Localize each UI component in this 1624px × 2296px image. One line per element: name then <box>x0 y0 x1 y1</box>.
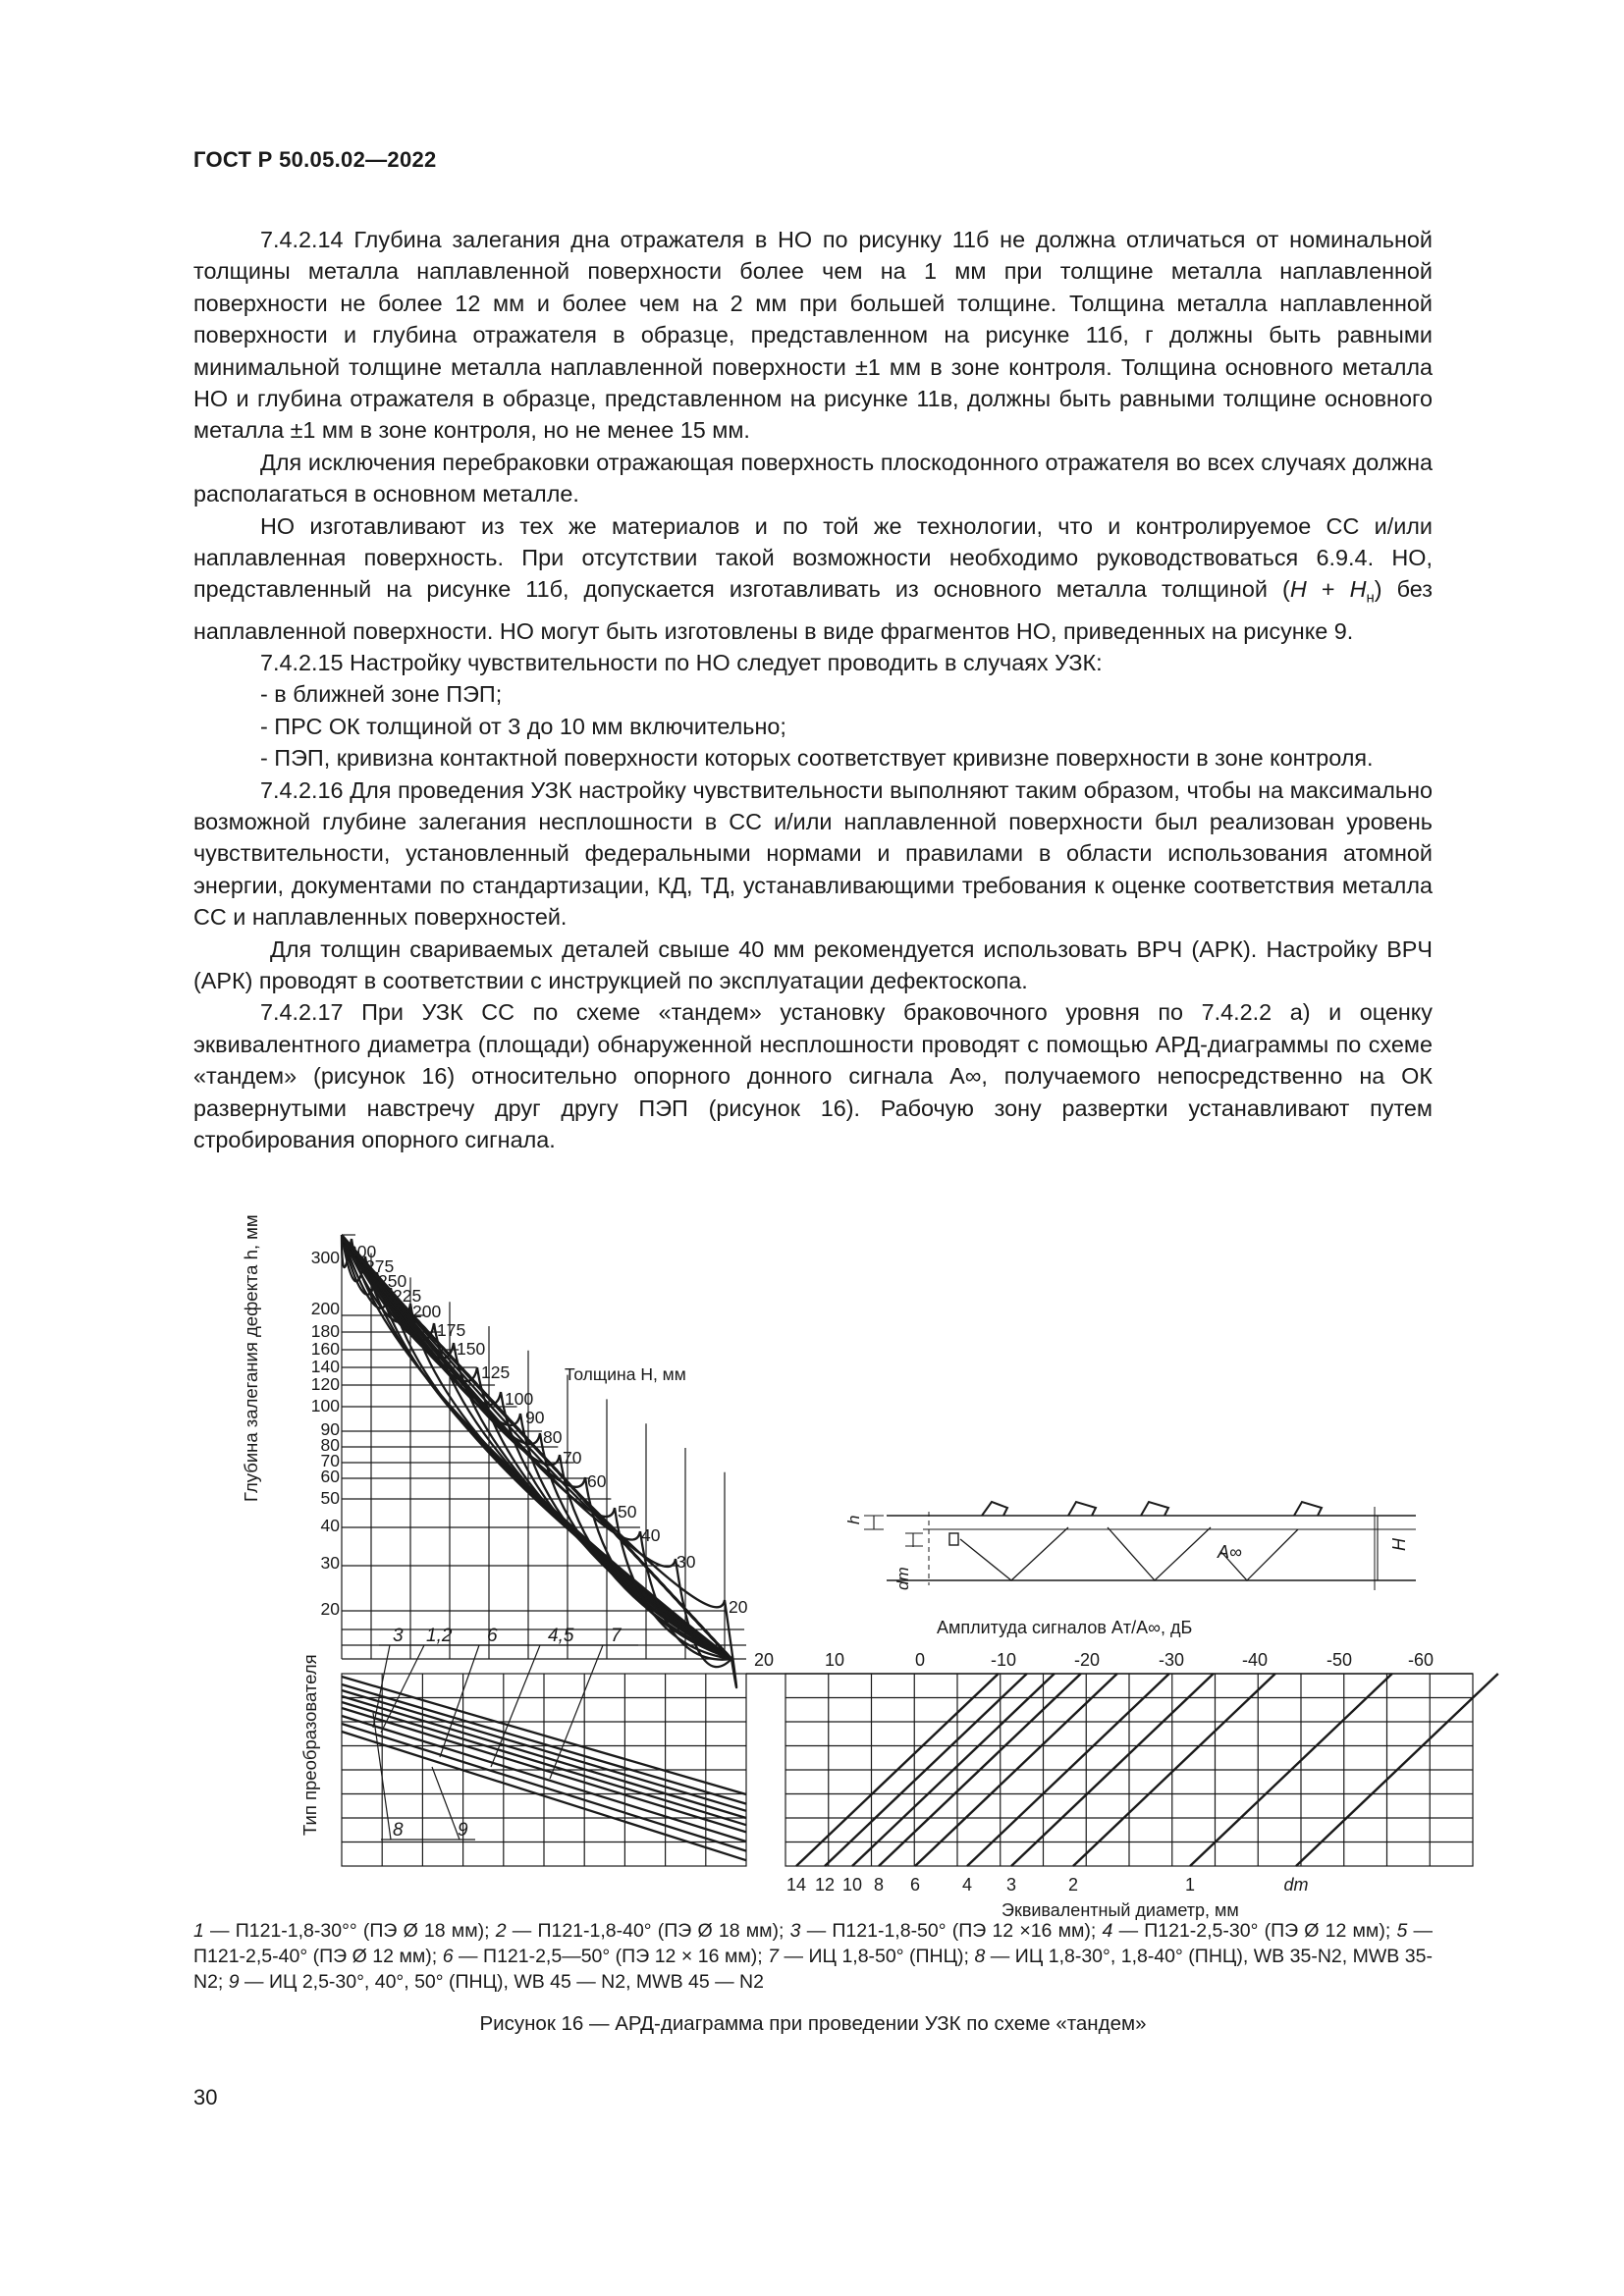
transducer-label-9: 9 <box>458 1820 468 1841</box>
y-tick-180: 180 <box>310 1321 340 1341</box>
thickness-label-50: 50 <box>618 1502 637 1522</box>
legend-item-5: 5 — П121-2,5-40° (ПЭ Ø 12 мм); <box>193 1920 1434 1967</box>
diameter-tick-dt: dт <box>1283 1875 1309 1895</box>
thickness-labels <box>348 1242 748 1617</box>
y-tick-labels <box>311 1248 340 1619</box>
y-tick-160: 160 <box>310 1339 340 1359</box>
document-header: ГОСТ Р 50.05.02—2022 <box>193 147 437 172</box>
y-tick-50: 50 <box>320 1488 340 1508</box>
diameter-tick-1: 1 <box>1184 1875 1196 1895</box>
legend-item-2: 2 — П121-1,8-40° (ПЭ Ø 18 мм); <box>495 1920 790 1942</box>
y-tick-40: 40 <box>320 1516 340 1535</box>
thickness-label-200: 200 <box>412 1302 442 1321</box>
paragraph-7-4-2-15: 7.4.2.15 Настройку чувствительности по НО следует проводить в случаях УЗК: <box>260 649 1103 675</box>
amp-tick-minus50: -50 <box>1326 1650 1353 1670</box>
diameter-axis-title: Эквивалентный диаметр, мм <box>1001 1900 1239 1920</box>
diameter-tick-6: 6 <box>909 1875 921 1895</box>
transducer-label-3: 3 <box>393 1626 404 1646</box>
thickness-label-225: 225 <box>393 1286 422 1306</box>
y-tick-200: 200 <box>310 1299 340 1318</box>
legend-item-9: 9 — ИЦ 2,5-30°, 40°, 50° (ПНЦ), WB 45 — N2, MWB 45 — N2 <box>228 1971 764 1993</box>
paragraph-vrch: Для толщин свариваемых деталей свыше 40 мм рекомендуется использовать ВРЧ (АРК). Настройку ВРЧ (АРК) проводят в соответствии с инструкцией по эксплуатации дефектоскопа. <box>193 935 1433 994</box>
paragraph-no-materials-b: без наплавленной поверхности. НО могут быть изготовлены в виде фрагментов НО, приведенных на рисунке 9. <box>193 576 1434 644</box>
figure-legend <box>193 1918 1433 1995</box>
diameter-tick-14: 14 <box>785 1875 807 1895</box>
tandem-scheme <box>864 1502 1416 1590</box>
y-tick-140: 140 <box>310 1357 340 1376</box>
y-tick-300: 300 <box>310 1248 340 1267</box>
amp-tick-20: 20 <box>753 1650 775 1670</box>
diameter-tick-4: 4 <box>961 1875 973 1895</box>
thickness-label-90: 90 <box>525 1408 545 1427</box>
transducer-label-6: 6 <box>487 1626 498 1646</box>
thickness-label-100: 100 <box>505 1389 534 1409</box>
amp-tick-minus60: -60 <box>1407 1650 1435 1670</box>
list-item-thickness: - ПРС ОК толщиной от 3 до 10 мм включительно; <box>260 713 786 739</box>
diameter-ticks <box>786 1875 1309 1895</box>
y-tick-100: 100 <box>310 1396 340 1415</box>
transducer-label-4-5: 4,5 <box>548 1626 574 1646</box>
scheme-label-d: dт <box>893 1567 912 1590</box>
thickness-label-175: 175 <box>437 1320 466 1340</box>
scheme-label-a-inf: A∞ <box>1218 1542 1242 1562</box>
legend-item-6: 6 — П121-2,5—50° (ПЭ 12 × 16 мм); <box>442 1946 769 1967</box>
diameter-tick-3: 3 <box>1005 1875 1017 1895</box>
scheme-label-H: H <box>1389 1538 1409 1551</box>
scheme-label-h: h <box>844 1515 863 1524</box>
bottom-grid <box>342 1674 1473 1866</box>
y-tick-70: 70 <box>320 1451 340 1470</box>
paragraph-7-4-2-14: 7.4.2.14 Глубина залегания дна отражателя в НО по рисунку 11б не должна отличаться от номинальной толщины металла наплавленной поверхности более чем на 1 мм при толщине металла наплавленной поверхности не более 12 мм и более чем на 2 мм при большей толщине. Толщина металла наплавленной поверхности и глубина отражателя в образце, представленном на рисунке 11б, г должны быть равными минимальной толщине металла наплавленной поверхности ±1 мм в зоне контроля. Толщина основного металла НО и глубина отражателя в образце, представленном на рисунке 11в, должны быть равными толщине основного металла ±1 мм в зоне контроля, но не менее 15 мм. <box>193 227 1433 444</box>
transducer-axis-label: Тип преобразователя <box>299 1654 320 1836</box>
thickness-label-70: 70 <box>563 1448 582 1468</box>
amplitude-ticks <box>754 1650 1434 1670</box>
thickness-label-125: 125 <box>481 1362 511 1382</box>
thickness-label-250: 250 <box>378 1271 407 1291</box>
y-tick-90: 90 <box>320 1419 340 1439</box>
legend-item-7: 7 — ИЦ 1,8-50° (ПНЦ); <box>768 1946 975 1967</box>
amp-tick-minus40: -40 <box>1241 1650 1269 1670</box>
paragraph-reject: Для исключения перебраковки отражающая поверхность плоскодонного отражателя во всех случаях должна располагаться в основном металле. <box>193 449 1433 507</box>
amp-tick-minus20: -20 <box>1073 1650 1101 1670</box>
figure-caption: Рисунок 16 — АРД-диаграмма при проведении УЗК по схеме «тандем» <box>479 2012 1147 2035</box>
legend-item-8: 8 — ИЦ 1,8-30°, 1,8-40° (ПНЦ), WB 35-N2, MWB 35-N2; <box>193 1946 1433 1993</box>
legend-item-4: 4 — П121-2,5-30° (ПЭ Ø 12 мм); <box>1102 1920 1397 1942</box>
amp-tick-minus10: -10 <box>990 1650 1017 1670</box>
amp-tick-minus30: -30 <box>1158 1650 1185 1670</box>
legend-item-3: 3 — П121-1,8-50° (ПЭ 12 ×16 мм); <box>789 1920 1103 1942</box>
formula-h-hn: $(H + H_н)$ <box>1282 576 1382 608</box>
thickness-label-40: 40 <box>641 1525 661 1545</box>
page-number: 30 <box>193 2085 218 2109</box>
list-item-near-zone: - в ближней зоне ПЭП; <box>260 681 503 708</box>
y-tick-60: 60 <box>320 1467 340 1486</box>
amp-tick-0: 0 <box>914 1650 926 1670</box>
thickness-label-80: 80 <box>543 1427 563 1447</box>
thickness-label-30: 30 <box>677 1552 696 1572</box>
y-tick-120: 120 <box>310 1374 340 1394</box>
thickness-label-275: 275 <box>365 1256 395 1276</box>
amp-tick-10: 10 <box>824 1650 845 1670</box>
paragraph-no-materials-a: НО изготавливают из тех же материалов и по той же технологии, что и контролируемое СС и/или наплавленная поверхность. При отсутствии такой возможности необходимо руководствоваться 6.9.4. НО, представленный на рисунке 11б, допускается изготавливать из основного металла толщиной <box>193 512 1433 603</box>
y-tick-30: 30 <box>320 1553 340 1573</box>
thickness-label-300: 300 <box>348 1242 377 1261</box>
y-tick-20: 20 <box>320 1599 340 1619</box>
transducer-label-8: 8 <box>393 1820 404 1841</box>
diameter-tick-2: 2 <box>1067 1875 1079 1895</box>
paragraph-7-4-2-17: 7.4.2.17 При УЗК СС по схеме «тандем» установку браковочного уровня по 7.4.2.2 а) и оценку эквивалентного диаметра (площади) обнаруженной несплошности проводят с помощью АРД-диаграммы по схеме «тандем» (рисунок 16) относительно опорного донного сигнала A∞, получаемого непосредственно на ОК развернутыми навстречу друг другу ПЭП (рисунок 16). Рабочую зону развертки устанавливают путем стробирования опорного сигнала. <box>193 999 1433 1153</box>
transducer-label-1-2: 1,2 <box>426 1626 453 1646</box>
diameter-tick-10: 10 <box>841 1875 863 1895</box>
diameter-tick-8: 8 <box>873 1875 885 1895</box>
transducer-leaders <box>373 1645 638 1840</box>
diameter-tick-12: 12 <box>814 1875 836 1895</box>
transducer-label-7: 7 <box>611 1626 622 1646</box>
thickness-label-60: 60 <box>587 1471 607 1491</box>
thickness-title: Толщина H, мм <box>565 1364 686 1384</box>
y-axis-label: Глубина залегания дефекта h, мм <box>241 1214 261 1502</box>
list-item-curvature: - ПЭП, кривизна контактной поверхности которых соответствует кривизне поверхности в зоне контроля. <box>260 745 1374 772</box>
paragraph-7-4-2-16: 7.4.2.16 Для проведения УЗК настройку чувствительности выполняют таким образом, чтобы на максимально возможной глубине залегания несплошности в СС и/или наплавленной поверхности был реализован уровень чувствительности, установленный федеральными нормами и правилами в области использования атомной энергии, документами по стандартизации, КД, ТД, устанавливающими требования к оценке соответствия металла СС и наплавленных поверхностей. <box>193 776 1433 931</box>
legend-item-1: 1 — П121-1,8-30°° (ПЭ Ø 18 мм); <box>193 1920 496 1942</box>
thickness-label-20: 20 <box>729 1597 748 1617</box>
y-tick-80: 80 <box>320 1435 340 1455</box>
thickness-label-150: 150 <box>457 1339 486 1359</box>
amplitude-axis-title: Амплитуда сигналов Aт/A∞, дБ <box>937 1618 1193 1637</box>
